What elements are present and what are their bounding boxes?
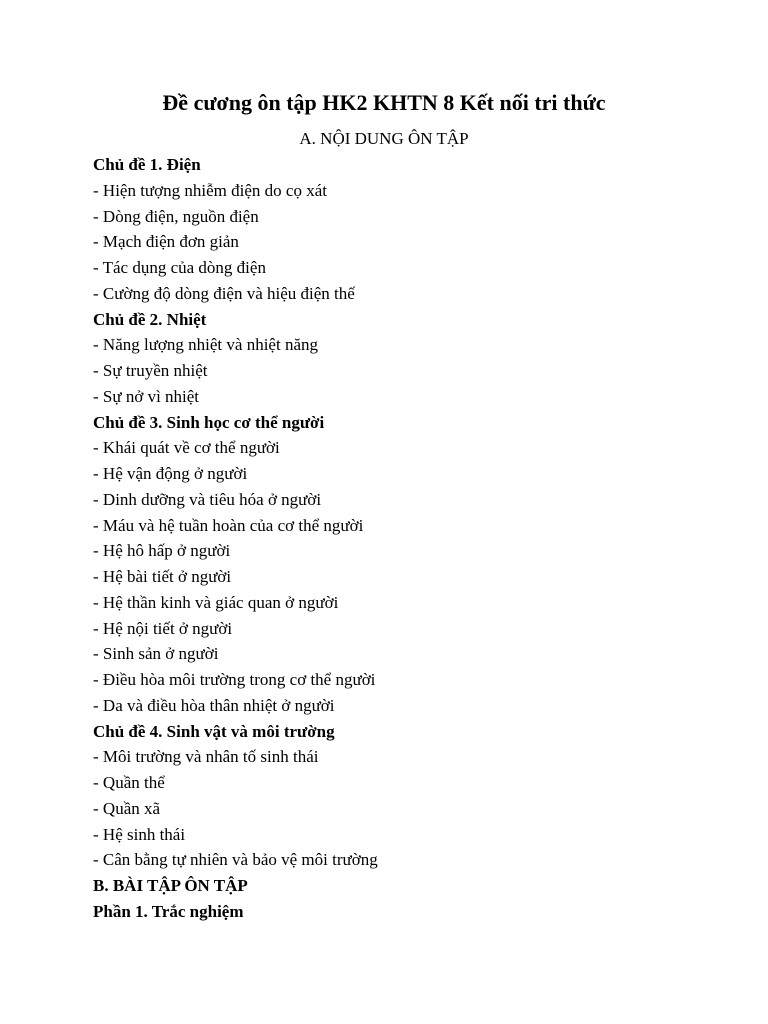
list-item: - Sự truyền nhiệt: [93, 361, 208, 380]
list-item: - Hệ sinh thái: [93, 824, 186, 844]
topic-3-heading: Chủ đề 3. Sinh học cơ thể người: [93, 412, 325, 432]
list-item: - Da và điều hòa thân nhiệt ở người: [93, 695, 335, 715]
section-b-heading: B. BÀI TẬP ÔN TẬP: [93, 876, 248, 895]
list-item: - Quần thể: [93, 773, 165, 792]
list-item: - Hệ bài tiết ở người: [93, 567, 232, 586]
list-item: - Cường độ dòng điện và hiệu điện thế: [93, 283, 355, 303]
section-a-heading: A. NỘI DUNG ÔN TẬP: [299, 129, 469, 148]
topic-4-heading: Chủ đề 4. Sinh vật và môi trường: [93, 721, 335, 741]
list-item: - Năng lượng nhiệt và nhiệt năng: [93, 335, 318, 355]
topic-1-heading: Chủ đề 1. Điện: [93, 155, 201, 174]
list-item: - Dinh dưỡng và tiêu hóa ở người: [93, 489, 322, 509]
list-item: - Môi trường và nhân tố sinh thái: [93, 747, 319, 767]
document-body: [93, 152, 733, 925]
list-item: - Quần xã: [93, 798, 161, 818]
part-1-heading: Phần 1. Trắc nghiệm: [93, 901, 244, 921]
list-item: - Hệ nội tiết ở người: [93, 618, 233, 638]
topic-2-heading: Chủ đề 2. Nhiệt: [93, 309, 207, 329]
list-item: - Hệ hô hấp ở người: [93, 541, 231, 561]
list-item: - Mạch điện đơn giản: [93, 232, 239, 252]
list-item: - Máu và hệ tuần hoàn của cơ thể người: [93, 515, 364, 535]
list-item: - Dòng điện, nguồn điện: [93, 206, 259, 226]
list-item: - Điều hòa môi trường trong cơ thể người: [93, 670, 376, 689]
list-item: - Cân bằng tự nhiên và bảo vệ môi trường: [93, 850, 378, 870]
list-item: - Sự nở vì nhiệt: [93, 386, 200, 406]
list-item: - Khái quát về cơ thể người: [93, 438, 280, 458]
list-item: - Sinh sản ở người: [93, 644, 219, 664]
list-item: - Hiện tượng nhiễm điện do cọ xát: [93, 180, 327, 200]
list-item: - Tác dụng của dòng điện: [93, 258, 266, 277]
document-title: Đề cương ôn tập HK2 KHTN 8 Kết nối tri thức: [162, 90, 606, 115]
list-item: - Hệ vận động ở người: [93, 464, 248, 483]
list-item: - Hệ thần kinh và giác quan ở người: [93, 592, 339, 612]
